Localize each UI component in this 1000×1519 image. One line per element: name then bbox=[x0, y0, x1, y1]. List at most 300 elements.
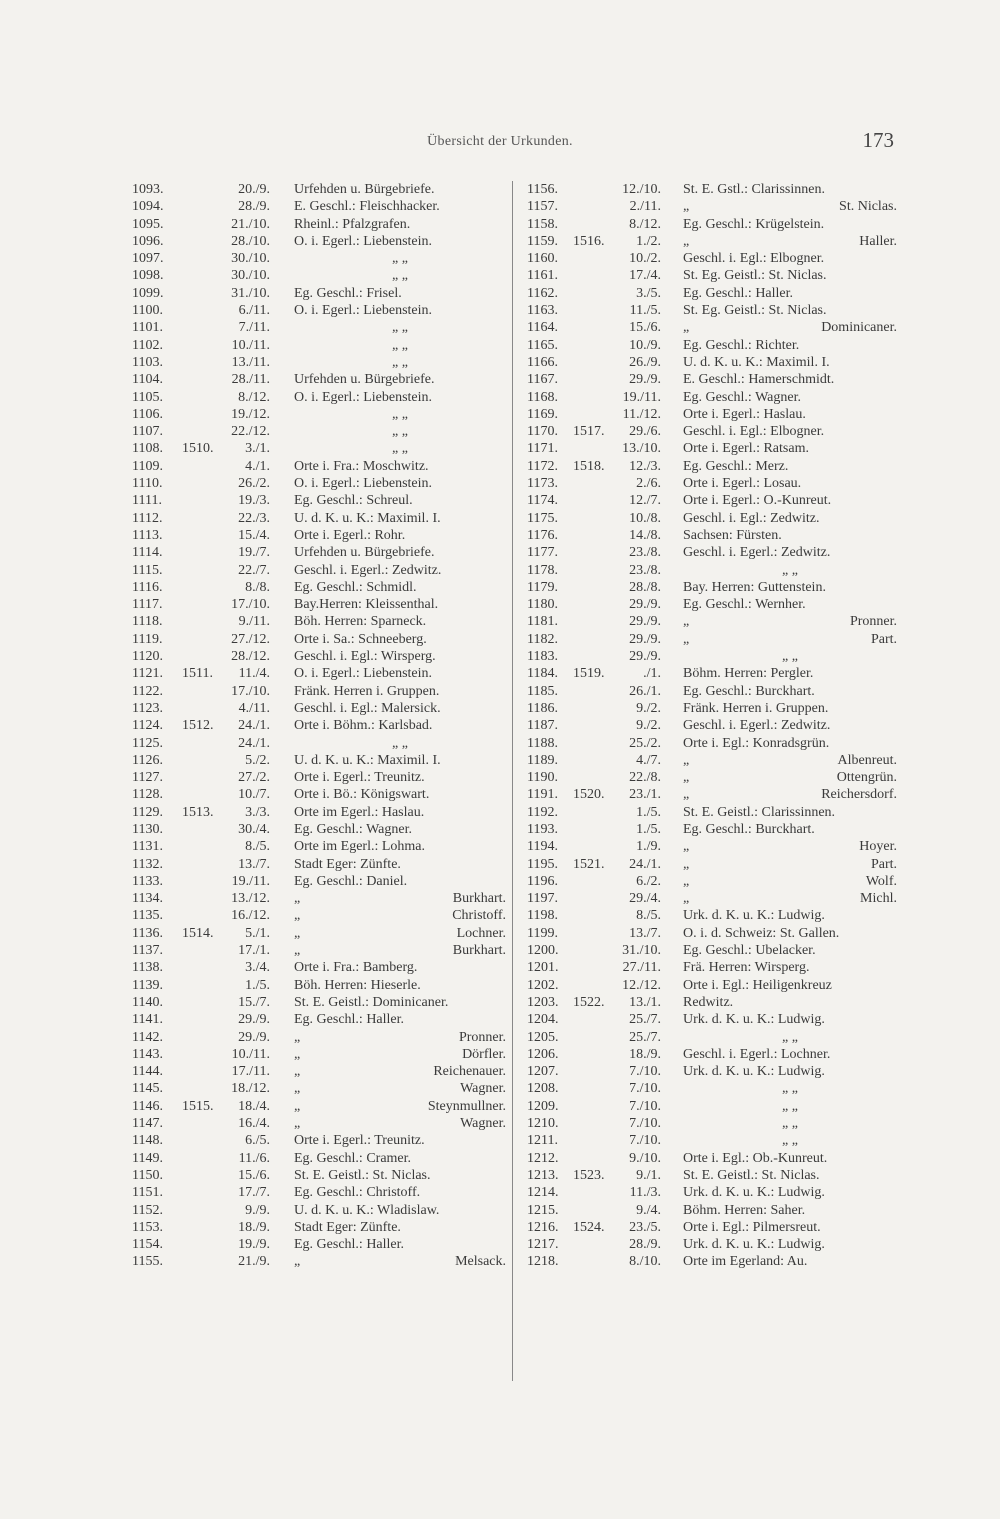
entry-date: 12./12. bbox=[622, 977, 661, 993]
entry-number: 1178. bbox=[527, 562, 558, 578]
entry-description: Orte i. Egl.: Konradsgrün. bbox=[683, 735, 830, 751]
entry-date: 15./6. bbox=[238, 1167, 270, 1183]
entry-number: 1212. bbox=[527, 1150, 559, 1166]
register-entry bbox=[120, 683, 512, 700]
entry-number: 1140. bbox=[132, 994, 163, 1010]
register-entry bbox=[513, 1253, 903, 1270]
entry-date: 17./10. bbox=[231, 683, 270, 699]
entry-description: „ Dominicaner. bbox=[683, 320, 897, 336]
entry-number: 1105. bbox=[132, 389, 163, 405]
entry-date: 3./5. bbox=[636, 285, 661, 301]
entry-date: 17./11. bbox=[231, 1064, 270, 1080]
entry-date: 13./7. bbox=[629, 925, 661, 941]
register-entry bbox=[513, 423, 903, 440]
entry-date: 29./9. bbox=[629, 614, 661, 630]
entry-description: U. d. K. u. K.: Maximil. I. bbox=[294, 752, 441, 768]
entry-number: 1108. bbox=[132, 441, 163, 457]
register-entry bbox=[513, 804, 903, 821]
entry-number: 1163. bbox=[527, 303, 558, 319]
entry-number: 1200. bbox=[527, 943, 559, 959]
entry-description: Eg. Geschl.: Wernher. bbox=[683, 597, 806, 613]
entry-year: 1513. bbox=[182, 804, 214, 820]
entry-description: Orte i. Egerl.: Losau. bbox=[683, 476, 802, 492]
entry-description: „ „ bbox=[782, 1081, 798, 1097]
entry-date: 19./3. bbox=[238, 493, 270, 509]
register-entry bbox=[513, 1011, 903, 1028]
register-entry bbox=[120, 389, 512, 406]
entry-number: 1153. bbox=[132, 1219, 163, 1235]
entry-year: 1521. bbox=[573, 856, 605, 872]
entry-year: 1516. bbox=[573, 233, 605, 249]
register-entry bbox=[120, 786, 512, 803]
entry-year: 1511. bbox=[182, 666, 213, 682]
register-entry bbox=[120, 492, 512, 509]
entry-date: 29./6. bbox=[629, 424, 661, 440]
entry-number: 1211. bbox=[527, 1133, 558, 1149]
register-entry bbox=[513, 1150, 903, 1167]
entry-number: 1125. bbox=[132, 735, 163, 751]
entry-year: 1517. bbox=[573, 424, 605, 440]
entry-description: „ Wagner. bbox=[294, 1116, 506, 1132]
entry-number: 1162. bbox=[527, 285, 558, 301]
entry-description: Böhm. Herren: Saher. bbox=[683, 1202, 806, 1218]
entry-number: 1157. bbox=[527, 199, 558, 215]
register-entry bbox=[513, 821, 903, 838]
entry-date: 19./9. bbox=[238, 1237, 270, 1253]
entry-number: 1132. bbox=[132, 856, 163, 872]
entry-date: 14./8. bbox=[629, 527, 661, 543]
entry-date: 13./7. bbox=[238, 856, 270, 872]
entry-description: Geschl. i. Egerl.: Zedwitz. bbox=[683, 718, 831, 734]
entry-date: 25./7. bbox=[629, 1029, 661, 1045]
register-entry bbox=[513, 977, 903, 994]
entry-date: 17./1. bbox=[238, 943, 270, 959]
entry-number: 1216. bbox=[527, 1219, 559, 1235]
entry-description: „ Burkhart. bbox=[294, 891, 506, 907]
entry-number: 1194. bbox=[527, 839, 558, 855]
entry-description: Urk. d. K. u. K.: Ludwig. bbox=[683, 1237, 825, 1253]
entry-date: 13./11. bbox=[231, 354, 270, 370]
entry-description: „ Steynmullner. bbox=[294, 1098, 506, 1114]
entry-date: 28./8. bbox=[629, 579, 661, 595]
entry-date: 7./10. bbox=[629, 1133, 661, 1149]
register-entry bbox=[513, 389, 903, 406]
entry-date: 16./4. bbox=[238, 1116, 270, 1132]
entry-number: 1106. bbox=[132, 406, 163, 422]
register-entry bbox=[120, 752, 512, 769]
entry-date: 2./6. bbox=[636, 476, 661, 492]
entry-description: Orte i. Egl.: Heiligenkreuz bbox=[683, 977, 832, 993]
entry-description: „ Pronner. bbox=[683, 614, 897, 630]
entry-description: „ „ bbox=[392, 320, 408, 336]
register-entry bbox=[513, 475, 903, 492]
register-entry bbox=[513, 873, 903, 890]
entry-number: 1214. bbox=[527, 1185, 559, 1201]
register-entry bbox=[120, 337, 512, 354]
register-entry bbox=[513, 267, 903, 284]
entry-description: „ Christoff. bbox=[294, 908, 506, 924]
entry-number: 1148. bbox=[132, 1133, 163, 1149]
register-entry bbox=[513, 1184, 903, 1201]
entry-date: 31./10. bbox=[622, 943, 661, 959]
register-entry bbox=[120, 1150, 512, 1167]
entry-description: Geschl. i. Egerl.: Lochner. bbox=[683, 1046, 831, 1062]
register-entry bbox=[120, 1080, 512, 1097]
entry-number: 1103. bbox=[132, 354, 163, 370]
entry-number: 1127. bbox=[132, 770, 163, 786]
entry-number: 1110. bbox=[132, 476, 163, 492]
entry-number: 1097. bbox=[132, 251, 164, 267]
entry-date: 21./10. bbox=[231, 216, 270, 232]
entry-date: 8./12. bbox=[238, 389, 270, 405]
register-entry bbox=[120, 700, 512, 717]
register-entry bbox=[120, 1098, 512, 1115]
entry-date: 7./11. bbox=[238, 320, 270, 336]
register-entry bbox=[513, 1236, 903, 1253]
entry-date: 1./9. bbox=[636, 839, 661, 855]
entry-number: 1121. bbox=[132, 666, 163, 682]
entry-date: 3./1. bbox=[245, 441, 270, 457]
entry-number: 1116. bbox=[132, 579, 163, 595]
entry-description: Orte i. Sa.: Schneeberg. bbox=[294, 631, 427, 647]
entry-date: 10./7. bbox=[238, 787, 270, 803]
entry-date: 18./9. bbox=[238, 1219, 270, 1235]
entry-year: 1519. bbox=[573, 666, 605, 682]
entry-description: „ Part. bbox=[683, 856, 897, 872]
entry-number: 1098. bbox=[132, 268, 164, 284]
entry-number: 1180. bbox=[527, 597, 558, 613]
entry-description: St. Eg. Geistl.: St. Niclas. bbox=[683, 268, 827, 284]
entry-date: 9./2. bbox=[636, 700, 661, 716]
register-entry bbox=[120, 1029, 512, 1046]
entry-description: Geschl. i. Egl.: Wirsperg. bbox=[294, 649, 436, 665]
entry-number: 1186. bbox=[527, 700, 558, 716]
entry-number: 1189. bbox=[527, 752, 558, 768]
entry-number: 1196. bbox=[527, 873, 558, 889]
register-entry bbox=[513, 527, 903, 544]
entry-description: Eg. Geschl.: Wagner. bbox=[294, 821, 412, 837]
entry-date: 28./12. bbox=[231, 649, 270, 665]
register-entry bbox=[120, 423, 512, 440]
entry-description: Urk. d. K. u. K.: Ludwig. bbox=[683, 1185, 825, 1201]
entry-description: „ Burkhart. bbox=[294, 943, 506, 959]
entry-number: 1201. bbox=[527, 960, 559, 976]
entry-description: U. d. K. u. K.: Maximil. I. bbox=[683, 354, 830, 370]
entry-description: U. d. K. u. K.: Maximil. I. bbox=[294, 510, 441, 526]
register-entry bbox=[120, 717, 512, 734]
register-entry bbox=[120, 1063, 512, 1080]
register-entry bbox=[513, 319, 903, 336]
register-entry bbox=[513, 665, 903, 682]
entry-description: Orte im Egerl.: Haslau. bbox=[294, 804, 425, 820]
register-entry bbox=[120, 735, 512, 752]
entry-date: 13./1. bbox=[629, 994, 661, 1010]
entry-description: „ „ bbox=[392, 406, 408, 422]
entry-date: 16./12. bbox=[231, 908, 270, 924]
entry-description: „ „ bbox=[392, 268, 408, 284]
entry-date: 26./9. bbox=[629, 354, 661, 370]
entry-date: 11./4. bbox=[238, 666, 270, 682]
entry-number: 1204. bbox=[527, 1012, 559, 1028]
entry-date: 24./1. bbox=[238, 735, 270, 751]
entry-number: 1143. bbox=[132, 1046, 163, 1062]
entry-number: 1199. bbox=[527, 925, 558, 941]
entry-number: 1165. bbox=[527, 337, 558, 353]
entry-number: 1188. bbox=[527, 735, 558, 751]
register-entry bbox=[120, 198, 512, 215]
entry-date: 18./4. bbox=[238, 1098, 270, 1114]
entry-number: 1207. bbox=[527, 1064, 559, 1080]
entry-date: 22./7. bbox=[238, 562, 270, 578]
entry-date: 29./9. bbox=[629, 631, 661, 647]
entry-date: 30./10. bbox=[231, 251, 270, 267]
entry-description: Sachsen: Fürsten. bbox=[683, 527, 782, 543]
entry-date: 8./5. bbox=[245, 839, 270, 855]
entry-number: 1176. bbox=[527, 527, 558, 543]
entry-date: 28./9. bbox=[238, 199, 270, 215]
register-entry bbox=[513, 216, 903, 233]
entry-number: 1119. bbox=[132, 631, 163, 647]
entry-number: 1191. bbox=[527, 787, 558, 803]
entry-number: 1160. bbox=[527, 251, 558, 267]
register-entry bbox=[513, 458, 903, 475]
register-entry bbox=[513, 1202, 903, 1219]
entry-year: 1514. bbox=[182, 925, 214, 941]
entry-description: „ Wagner. bbox=[294, 1081, 506, 1097]
register-entry bbox=[120, 804, 512, 821]
register-entry bbox=[513, 337, 903, 354]
entry-number: 1135. bbox=[132, 908, 163, 924]
entry-date: 1./5. bbox=[636, 804, 661, 820]
register-entry bbox=[120, 942, 512, 959]
entry-date: 23./5. bbox=[629, 1219, 661, 1235]
register-entry bbox=[120, 959, 512, 976]
entry-description: Eg. Geschl.: Burckhart. bbox=[683, 821, 815, 837]
entry-number: 1117. bbox=[132, 597, 163, 613]
entry-date: 29./9. bbox=[238, 1012, 270, 1028]
entry-date: 6./11. bbox=[238, 303, 270, 319]
entry-date: 7./10. bbox=[629, 1098, 661, 1114]
entry-description: Eg. Geschl.: Ubelacker. bbox=[683, 943, 816, 959]
entry-description: Orte i. Fra.: Moschwitz. bbox=[294, 458, 429, 474]
entry-description: „ Albenreut. bbox=[683, 752, 897, 768]
entry-number: 1197. bbox=[527, 891, 558, 907]
entry-date: 2./11. bbox=[629, 199, 661, 215]
register-entry bbox=[120, 665, 512, 682]
entry-number: 1182. bbox=[527, 631, 558, 647]
entry-description: O. i. Egerl.: Liebenstein. bbox=[294, 303, 433, 319]
entry-date: 3./4. bbox=[245, 960, 270, 976]
entry-date: 31./10. bbox=[231, 285, 270, 301]
entry-date: 4./7. bbox=[636, 752, 661, 768]
entry-date: 29./9. bbox=[238, 1029, 270, 1045]
register-entry bbox=[120, 1253, 512, 1270]
entry-number: 1093. bbox=[132, 182, 164, 197]
entry-description: Orte i. Egerl.: Rohr. bbox=[294, 527, 406, 543]
register-entry bbox=[120, 1202, 512, 1219]
entry-description: Orte i. Böhm.: Karlsbad. bbox=[294, 718, 433, 734]
entry-number: 1137. bbox=[132, 943, 163, 959]
entry-number: 1101. bbox=[132, 320, 163, 336]
entry-description: „ Dörfler. bbox=[294, 1046, 506, 1062]
page-header bbox=[0, 128, 1000, 168]
entry-description: Orte im Egerland: Au. bbox=[683, 1254, 808, 1270]
entry-number: 1112. bbox=[132, 510, 163, 526]
entry-number: 1146. bbox=[132, 1098, 163, 1114]
entry-date: 8./10. bbox=[629, 1254, 661, 1270]
entry-description: Orte i. Egl.: Pilmersreut. bbox=[683, 1219, 821, 1235]
entry-description: Eg. Geschl.: Wagner. bbox=[683, 389, 801, 405]
entry-number: 1111. bbox=[132, 493, 162, 509]
entry-date: 27./2. bbox=[238, 770, 270, 786]
entry-description: O. i. d. Schweiz: St. Gallen. bbox=[683, 925, 840, 941]
entry-date: 29./9. bbox=[629, 649, 661, 665]
entry-description: St. E. Geistl.: Dominicaner. bbox=[294, 994, 449, 1010]
entry-description: Urfehden u. Bürgebriefe. bbox=[294, 182, 435, 197]
entry-date: 30./10. bbox=[231, 268, 270, 284]
entry-number: 1174. bbox=[527, 493, 558, 509]
entry-description: Eg. Geschl.: Daniel. bbox=[294, 873, 408, 889]
entry-date: 1./2. bbox=[636, 233, 661, 249]
entry-description: Eg. Geschl.: Frisel. bbox=[294, 285, 402, 301]
entry-date: 4./11. bbox=[238, 700, 270, 716]
register-entry bbox=[513, 1098, 903, 1115]
register-entry bbox=[120, 648, 512, 665]
entry-number: 1130. bbox=[132, 821, 163, 837]
entry-description: „ „ bbox=[392, 441, 408, 457]
register-entry bbox=[120, 302, 512, 319]
register-entry bbox=[513, 925, 903, 942]
entry-date: 17./7. bbox=[238, 1185, 270, 1201]
entry-date: 13./12. bbox=[231, 891, 270, 907]
entry-date: 19./12. bbox=[231, 406, 270, 422]
page-number: 173 bbox=[862, 128, 894, 152]
entry-number: 1142. bbox=[132, 1029, 163, 1045]
entry-date: 7./10. bbox=[629, 1116, 661, 1132]
entry-date: 19./7. bbox=[238, 545, 270, 561]
entry-date: 7./10. bbox=[629, 1064, 661, 1080]
register-entry bbox=[513, 838, 903, 855]
register-entry bbox=[513, 700, 903, 717]
entry-number: 1156. bbox=[527, 182, 558, 197]
entry-number: 1167. bbox=[527, 372, 558, 388]
entry-date: 11./3. bbox=[629, 1185, 661, 1201]
entry-description: St. Eg. Geistl.: St. Niclas. bbox=[683, 303, 827, 319]
entry-number: 1147. bbox=[132, 1116, 163, 1132]
register-entry bbox=[120, 354, 512, 371]
register-entry bbox=[120, 579, 512, 596]
entry-number: 1209. bbox=[527, 1098, 559, 1114]
entry-description: Geschl. i. Egl.: Zedwitz. bbox=[683, 510, 820, 526]
entry-date: 24./1. bbox=[629, 856, 661, 872]
register-entry bbox=[513, 648, 903, 665]
entry-number: 1169. bbox=[527, 406, 558, 422]
entry-number: 1192. bbox=[527, 804, 558, 820]
register-entry bbox=[120, 1184, 512, 1201]
entry-description: Urk. d. K. u. K.: Ludwig. bbox=[683, 1012, 825, 1028]
entry-description: „ Part. bbox=[683, 631, 897, 647]
entry-date: 10./11. bbox=[231, 1046, 270, 1062]
register-entry bbox=[120, 250, 512, 267]
entry-date: 5./2. bbox=[245, 752, 270, 768]
entry-date: 29./4. bbox=[629, 891, 661, 907]
entry-date: 26./2. bbox=[238, 476, 270, 492]
register-entry bbox=[120, 319, 512, 336]
register-entry bbox=[513, 890, 903, 907]
left-column bbox=[120, 181, 512, 1271]
entry-description: Eg. Geschl.: Schreul. bbox=[294, 493, 413, 509]
entry-number: 1175. bbox=[527, 510, 558, 526]
entry-date: 12./3. bbox=[629, 458, 661, 474]
entry-date: 28./10. bbox=[231, 233, 270, 249]
entry-date: 10./11. bbox=[231, 337, 270, 353]
entry-number: 1122. bbox=[132, 683, 163, 699]
entry-number: 1100. bbox=[132, 303, 163, 319]
entry-number: 1109. bbox=[132, 458, 163, 474]
entry-description: O. i. Egerl.: Liebenstein. bbox=[294, 476, 433, 492]
entry-date: 15./7. bbox=[238, 994, 270, 1010]
entry-number: 1150. bbox=[132, 1167, 163, 1183]
entry-year: 1522. bbox=[573, 994, 605, 1010]
entry-number: 1099. bbox=[132, 285, 164, 301]
register-entry bbox=[513, 596, 903, 613]
entry-description: „ „ bbox=[782, 1098, 798, 1114]
entry-number: 1138. bbox=[132, 960, 163, 976]
entry-date: 12./7. bbox=[629, 493, 661, 509]
entry-date: 18./12. bbox=[231, 1081, 270, 1097]
entry-date: 1./5. bbox=[636, 821, 661, 837]
register-entry bbox=[120, 977, 512, 994]
entry-number: 1217. bbox=[527, 1237, 559, 1253]
entry-number: 1115. bbox=[132, 562, 163, 578]
entry-date: 22./12. bbox=[231, 424, 270, 440]
entry-description: Bay.Herren: Kleissenthal. bbox=[294, 597, 439, 613]
entry-description: „ Michl. bbox=[683, 891, 897, 907]
entry-description: „ „ bbox=[782, 649, 798, 665]
entry-date: 17./4. bbox=[629, 268, 661, 284]
entry-description: „ „ bbox=[782, 1133, 798, 1149]
register-entry bbox=[120, 1167, 512, 1184]
entry-description: „ „ bbox=[392, 337, 408, 353]
entry-number: 1206. bbox=[527, 1046, 559, 1062]
register-entry bbox=[513, 233, 903, 250]
entry-number: 1096. bbox=[132, 233, 164, 249]
register-entry bbox=[120, 267, 512, 284]
entry-description: Urfehden u. Bürgebriefe. bbox=[294, 545, 435, 561]
register-entry bbox=[120, 769, 512, 786]
entry-date: 10./8. bbox=[629, 510, 661, 526]
entry-date: 23./8. bbox=[629, 562, 661, 578]
entry-number: 1173. bbox=[527, 476, 558, 492]
entry-date: 12./10. bbox=[622, 182, 661, 197]
register-entry bbox=[513, 1029, 903, 1046]
register-entry bbox=[120, 613, 512, 630]
entry-number: 1187. bbox=[527, 718, 558, 734]
entry-number: 1164. bbox=[527, 320, 558, 336]
entry-date: 9./10. bbox=[629, 1150, 661, 1166]
entry-date: 28./9. bbox=[629, 1237, 661, 1253]
entry-description: Böhm. Herren: Pergler. bbox=[683, 666, 814, 682]
entry-date: 6./2. bbox=[636, 873, 661, 889]
register-entry bbox=[513, 1063, 903, 1080]
entry-number: 1185. bbox=[527, 683, 558, 699]
register-entry bbox=[120, 1236, 512, 1253]
entry-number: 1172. bbox=[527, 458, 558, 474]
register-entry bbox=[120, 1011, 512, 1028]
register-entry bbox=[120, 527, 512, 544]
entry-date: 29./9. bbox=[629, 372, 661, 388]
register-entry bbox=[120, 371, 512, 388]
